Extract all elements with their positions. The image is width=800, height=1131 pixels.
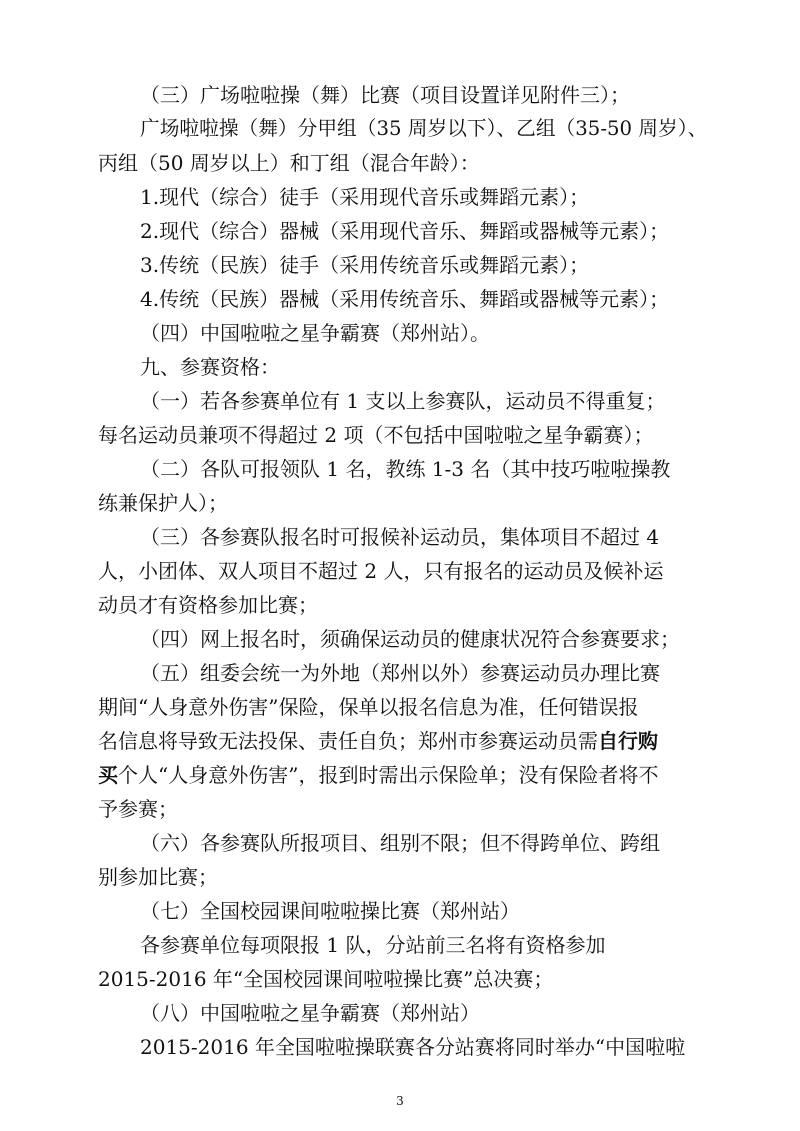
text-line: （三）各参赛队报名时可报候补运动员，集体项目不超过 4 (140, 525, 660, 549)
text-line: 3.传统（民族）徒手（采用传统音乐或舞蹈元素）； (140, 253, 590, 277)
text-line: 2015-2016 年“全国校园课间啦啦操比赛”总决赛； (98, 967, 554, 991)
text-line: 各参赛单位每项限报 1 队，分站前三名将有资格参加 (140, 933, 606, 957)
text-line: 丙组（50 周岁以上）和丁组（混合年龄）： (98, 151, 480, 175)
text-line: 练兼保护人）； (98, 491, 228, 515)
section-heading: 九、参赛资格： (140, 355, 280, 379)
bold-text-segment: 自行购 (598, 729, 658, 753)
text-line: 期间“人身意外伤害”保险，保单以报名信息为准，任何错误报 (98, 695, 639, 719)
text-line: 别参加比赛； (98, 865, 218, 889)
text-line: 予参赛； (98, 797, 178, 821)
text-segment: 名信息将导致无法投保、责任自负；郑州市参赛运动员需 (98, 729, 598, 753)
text-line: 1.现代（综合）徒手（采用现代音乐或舞蹈元素）； (140, 185, 590, 209)
text-line (98, 760, 658, 790)
bold-text-segment: 买 (98, 763, 118, 787)
text-line: （二）各队可报领队 1 名，教练 1-3 名（其中技巧啦啦操教 (140, 457, 671, 481)
text-line: （七）全国校园课间啦啦操比赛（郑州站） (140, 899, 520, 923)
text-line: （四）网上报名时，须确保运动员的健康状况符合参赛要求； (140, 627, 680, 651)
text-line: （八）中国啦啦之星争霸赛（郑州站） (140, 1001, 480, 1025)
text-line: 人，小团体、双人项目不超过 2 人，只有报名的运动员及候补运 (98, 559, 664, 583)
text-line: 2.现代（综合）器械（采用现代音乐、舞蹈或器械等元素）； (140, 219, 670, 243)
text-line: （五）组委会统一为外地（郑州以外）参赛运动员办理比赛 (140, 661, 660, 685)
text-line: 2015-2016 年全国啦啦操联赛各分站赛将同时举办“中国啦啦 (140, 1035, 686, 1059)
text-line: 广场啦啦操（舞）分甲组（35 周岁以下）、乙组（35-50 周岁）、 (140, 117, 708, 140)
text-line: （四）中国啦啦之星争霸赛（郑州站）。 (140, 321, 490, 345)
page-number: 3 (396, 1094, 404, 1108)
text-line: 4.传统（民族）器械（采用传统音乐、舞蹈或器械等元素）； (140, 287, 670, 311)
text-line: （三）广场啦啦操（舞）比赛（项目设置详见附件三）； (140, 83, 630, 107)
text-line: （一）若各参赛单位有 1 支以上参赛队，运动员不得重复； (140, 389, 666, 413)
text-line: 每名运动员兼项不得超过 2 项（不包括中国啦啦之星争霸赛）； (98, 423, 654, 447)
text-segment: 个人“人身意外伤害”，报到时需出示保险单；没有保险者将不 (118, 763, 659, 787)
text-line: （六）各参赛队所报项目、组别不限；但不得跨单位、跨组 (140, 831, 660, 855)
text-line (98, 726, 658, 756)
text-line: 动员才有资格参加比赛； (98, 593, 318, 617)
